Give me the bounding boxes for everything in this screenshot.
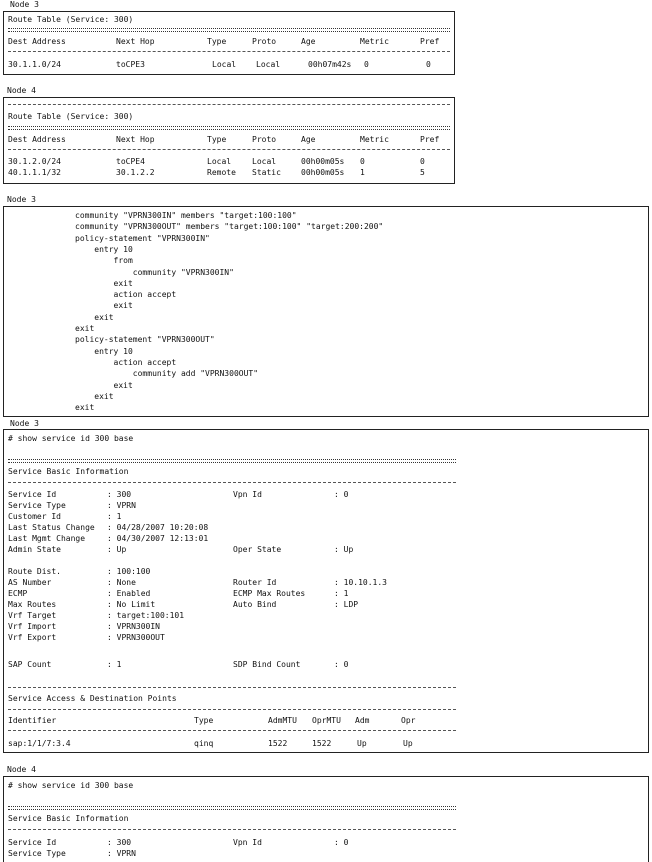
field-value: : 04/28/2007 10:20:08 [107,523,209,532]
field-label: Last Status Change [8,523,95,532]
config-line: community "VPRN300OUT" members "target:100:100" "target:200:200" [75,222,384,232]
cell-dest: 40.1.1.1/32 [8,168,61,177]
cell-pref: 5 [420,168,425,177]
cell-proto: Static [252,168,281,177]
field-label: Router Id [233,578,277,587]
node-label: Node 3 [7,195,36,204]
cell-age: 00h00m05s [301,168,345,177]
field-value: : 1 [334,589,349,598]
rule [8,730,456,731]
field-label: Auto Bind [233,600,277,609]
col-proto-header: Proto [252,135,277,144]
cell-age: 00h00m05s [301,157,345,166]
rule [8,829,456,830]
field-label: Vpn Id [233,490,262,499]
field-value: : 300 [107,838,132,847]
field-value: : 10.10.1.3 [334,578,387,587]
field-value: : LDP [334,600,359,609]
rule [8,104,450,105]
field-value: : VPRN [107,849,136,858]
field-label: Last Mgmt Change [8,534,86,543]
col-identifier-header: Identifier [8,716,57,725]
show-service-node3 [3,429,649,753]
rule [8,459,456,463]
rule [8,806,456,810]
field-value: : 0 [334,490,349,499]
field-value: : VPRN300IN [107,622,160,631]
field-value: : VPRN [107,501,136,510]
rule [8,687,456,688]
col-type-header: Type [207,135,227,144]
config-line: community add "VPRN300OUT" [75,369,259,379]
field-value: : Enabled [107,589,151,598]
col-metric-header: Metric [360,135,389,144]
field-label: Route Dist. [8,567,61,576]
cell-metric: 1 [360,168,365,177]
field-label: Service Id [8,838,57,847]
node-label: Node 4 [7,765,36,774]
cell-identifier: sap:1/1/7:3.4 [8,739,71,748]
cell-metric: 0 [360,157,365,166]
section-title: Service Access & Destination Points [8,694,177,703]
cell-adm: Up [357,739,367,748]
field-value: : 300 [107,490,132,499]
cell-oprmtu: 1522 [312,739,332,748]
col-pref-header: Pref [420,135,440,144]
col-admmtu-header: AdmMTU [268,716,297,725]
field-value: : Up [107,545,127,554]
field-label: Service Type [8,849,66,858]
col-adm-header: Adm [355,716,370,725]
col-nexthop-header: Next Hop [116,37,155,46]
col-dest-header: Dest Address [8,135,66,144]
rule [8,28,450,32]
field-label: SDP Bind Count [233,660,301,669]
rule [8,709,456,710]
rule [8,149,450,150]
col-nexthop-header: Next Hop [116,135,155,144]
field-value: : 0 [334,660,349,669]
cell-type: Local [212,60,237,69]
cell-pref: 0 [420,157,425,166]
node-label: Node 4 [7,86,36,95]
cell-type: qinq [194,739,214,748]
field-label: Customer Id [8,512,61,521]
route-table-node3 [3,11,455,75]
cell-pref: 0 [426,60,431,69]
rule [8,482,456,483]
cell-type: Remote [207,168,236,177]
field-label: Vrf Import [8,622,57,631]
cell-nexthop: toCPE4 [116,157,145,166]
col-age-header: Age [301,135,316,144]
col-dest-header: Dest Address [8,37,66,46]
config-line: policy-statement "VPRN300IN" [75,233,210,243]
field-label: AS Number [8,578,52,587]
field-label: Vrf Target [8,611,57,620]
command-line: # show service id 300 base [8,781,134,790]
cell-metric: 0 [364,60,369,69]
field-label: Admin State [8,545,61,554]
config-line: policy-statement "VPRN300OUT" [75,335,215,345]
show-service-node4 [3,776,649,862]
cell-opr: Up [403,739,413,748]
cell-age: 00h07m42s [308,60,352,69]
cell-nexthop: toCPE3 [116,60,145,69]
config-line: exit [75,324,95,333]
config-line: community "VPRN300IN" [75,267,234,277]
config-line: entry 10 [75,244,133,254]
command-line: # show service id 300 base [8,434,134,443]
field-value: : Up [334,545,354,554]
config-line: community "VPRN300IN" members "target:100:100" [75,211,297,220]
field-label: Oper State [233,545,282,554]
node-label: Node 3 [10,0,39,9]
col-metric-header: Metric [360,37,389,46]
col-oprmtu-header: OprMTU [312,716,341,725]
col-age-header: Age [301,37,316,46]
field-label: Max Routes [8,600,57,609]
config-line: entry 10 [75,346,133,356]
col-pref-header: Pref [420,37,440,46]
field-label: ECMP Max Routes [233,589,306,598]
config-line: from [75,256,133,266]
cell-type: Local [207,157,232,166]
field-value: : No Limit [107,600,156,609]
config-line: exit [75,301,133,311]
policy-config [3,206,649,417]
rule [8,126,450,130]
section-title: Service Basic Information [8,814,129,823]
field-label: ECMP [8,589,28,598]
field-label: Service Id [8,490,57,499]
col-proto-header: Proto [252,37,277,46]
col-opr-header: Opr [401,716,416,725]
config-line: exit [75,403,95,413]
col-type-header: Type [194,716,214,725]
field-label: SAP Count [8,660,52,669]
config-line: exit [75,391,114,401]
cell-admmtu: 1522 [268,739,288,748]
cell-dest: 30.1.2.0/24 [8,157,61,166]
field-value: : 100:100 [107,567,151,576]
field-label: Vpn Id [233,838,262,847]
route-table-title: Route Table (Service: 300) [8,15,134,24]
field-value: : None [107,578,136,587]
field-value: : 04/30/2007 12:13:01 [107,534,209,543]
route-table-title: Route Table (Service: 300) [8,112,134,121]
config-line: exit [75,380,133,390]
rule [8,51,450,52]
field-label: Service Type [8,501,66,510]
field-value: : 1 [107,512,122,521]
node-label: Node 3 [10,419,39,428]
field-value: : target:100:101 [107,611,185,620]
config-line: action accept [75,290,177,300]
col-type-header: Type [207,37,227,46]
field-value: : 1 [107,660,122,669]
config-line: exit [75,312,114,322]
config-line: action accept [75,357,177,367]
field-value: : VPRN300OUT [107,633,165,642]
route-table-node4 [3,97,455,184]
cell-proto: Local [252,157,277,166]
field-label: Vrf Export [8,633,57,642]
field-value: : 0 [334,838,349,847]
config-line: exit [75,278,133,288]
cell-nexthop: 30.1.2.2 [116,168,155,177]
cell-proto: Local [256,60,281,69]
cell-dest: 30.1.1.0/24 [8,60,61,69]
section-title: Service Basic Information [8,467,129,476]
